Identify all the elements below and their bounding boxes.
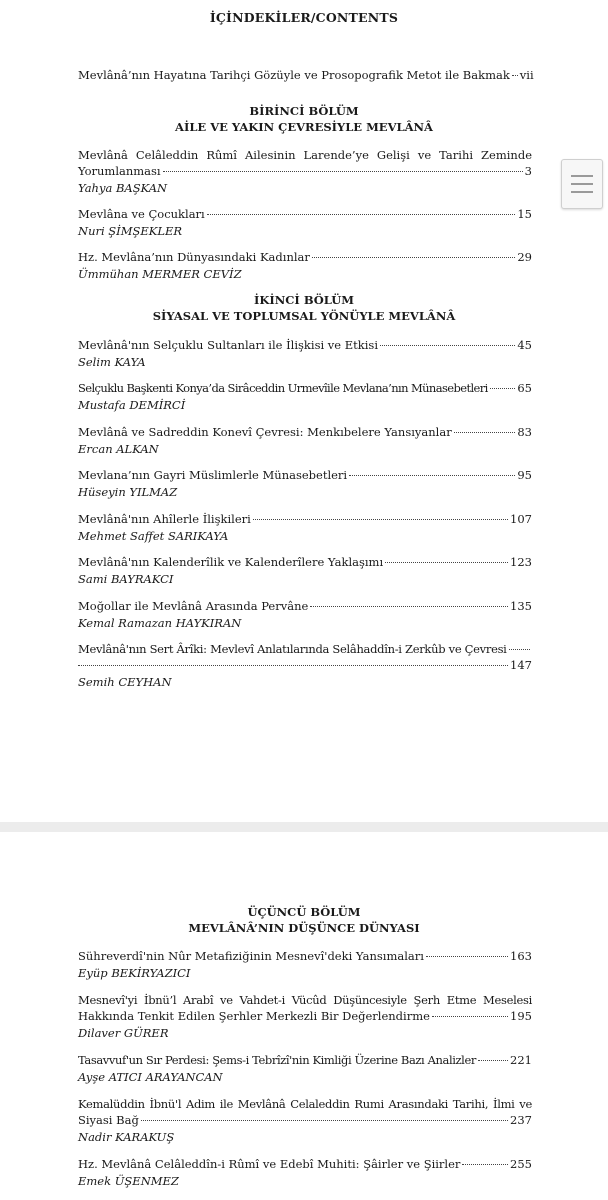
entry-author: Ümmühan MERMER CEVİZ — [78, 267, 242, 281]
entry-page: 163 — [510, 949, 532, 963]
entry-title: Sühreverdî'nin Nûr Metafiziğinin Mesnevî'deki Yansımaları — [78, 949, 424, 963]
toc-entry[interactable] — [78, 249, 532, 282]
entry-page: 147 — [510, 658, 532, 672]
entry-page: vii — [519, 68, 534, 82]
entry-page: 255 — [510, 1157, 532, 1171]
entry-author: Nadir KARAKUŞ — [78, 1130, 175, 1144]
entry-page: 237 — [510, 1113, 532, 1127]
toc-entry[interactable] — [78, 206, 532, 239]
entry-title: Tasavvuf'un Sır Perdesi: Şems-i Tebrîzî'nin Kimliği Üzerine Bazı Analizler — [78, 1053, 476, 1067]
dot-leader — [312, 257, 515, 258]
toc-entry[interactable] — [78, 1156, 532, 1189]
dot-leader — [512, 75, 518, 76]
entry-author: Semih CEYHAN — [78, 675, 172, 689]
entry-title-line1: Mesnevî'yi İbnü’l Arabî ve Vahdet-i Vücûd Düşüncesiyle Şerh Etme Meselesi — [78, 993, 532, 1007]
toc-entry[interactable] — [78, 380, 532, 413]
entry-title: Mevlânâ'nın Selçuklu Sultanları ile İlişkisi ve Etkisi — [78, 338, 379, 352]
entry-author: Kemal Ramazan HAYKIRAN — [78, 616, 242, 630]
entry-author: Emek ÜŞENMEZ — [78, 1174, 179, 1188]
dot-leader — [207, 214, 516, 215]
entry-page: 135 — [510, 599, 532, 613]
entry-title: Mevlânâ’nın Hayatına Tarihçi Gözüyle ve Prosopografik Metot ile Bakmak — [78, 68, 510, 82]
entry-title: Mevlânâ'nın Ahîlerle İlişkileri — [78, 512, 251, 526]
dot-leader — [490, 388, 516, 389]
entry-page: 123 — [510, 555, 532, 569]
dot-leader — [462, 1164, 508, 1165]
entry-author: Dilaver GÜRER — [78, 1026, 169, 1040]
entry-title-line1: Mevlânâ Celâleddin Rûmî Ailesinin Larende’ye Gelişi ve Tarihi Zeminde — [78, 148, 532, 162]
dot-leader — [385, 562, 508, 563]
entry-author: Mehmet Saffet SARIKAYA — [78, 529, 229, 543]
entry-title: Mevlânâ'nın Sert Ârîki: Mevlevî Anlatılarında Selâhaddîn-i Zerkûb ve Çevresi — [78, 642, 507, 656]
entry-page: 3 — [524, 164, 532, 178]
dot-leader — [349, 475, 515, 476]
entry-title: Mevlânâ'nın Kalenderîlik ve Kalenderîlere Yaklaşımı — [78, 555, 384, 569]
entry-title: Hz. Mevlânâ Celâleddîn-i Rûmî ve Edebî Muhiti: Şâirler ve Şiirler — [78, 1157, 461, 1171]
contents-title: İÇİNDEKİLER/CONTENTS — [209, 10, 399, 25]
toc-entry[interactable] — [78, 641, 532, 690]
entry-author: Hüseyin YILMAZ — [78, 485, 178, 499]
entry-title: Selçuklu Başkenti Konya’da Sirâceddin Urmevîile Mevlana’nın Münasebetleri — [78, 381, 488, 395]
dot-leader — [310, 606, 508, 607]
entry-author: Sami BAYRAKCI — [78, 572, 174, 586]
dot-leader — [141, 1120, 508, 1121]
document-page-2 — [0, 832, 608, 1200]
entry-page: 221 — [510, 1053, 532, 1067]
toc-entry[interactable] — [78, 424, 532, 457]
entry-author: Yahya BAŞKAN — [78, 181, 168, 195]
part2-heading: İKİNCİ BÖLÜM — [254, 293, 354, 307]
entry-page: 83 — [517, 425, 532, 439]
dot-leader — [454, 432, 516, 433]
entry-author: Ayşe ATICI ARAYANCAN — [78, 1070, 223, 1084]
entry-author: Mustafa DEMİRCİ — [78, 398, 186, 412]
hamburger-menu-icon[interactable] — [561, 159, 603, 209]
part2-subheading: SİYASAL VE TOPLUMSAL YÖNÜYLE MEVLÂNÂ — [152, 309, 456, 323]
part1-heading: BİRİNCİ BÖLÜM — [249, 104, 359, 118]
part1-subheading: AİLE VE YAKIN ÇEVRESİYLE MEVLÂNÂ — [175, 120, 433, 134]
toc-entry[interactable] — [78, 554, 532, 587]
entry-title: Hz. Mevlâna’nın Dünyasındaki Kadınlar — [78, 250, 310, 264]
entry-author: Ercan ALKAN — [78, 442, 159, 456]
dot-leader — [253, 519, 508, 520]
toc-entry[interactable] — [78, 1052, 532, 1085]
dot-leader — [380, 345, 515, 346]
dot-leader — [432, 1016, 508, 1017]
entry-page: 45 — [517, 338, 532, 352]
entry-title: Hakkında Tenkit Edilen Şerhler Merkezli Bir Değerlendirme — [78, 1009, 430, 1023]
toc-entry-intro[interactable] — [78, 67, 532, 83]
entry-page: 15 — [517, 207, 532, 221]
page-separator — [0, 822, 608, 832]
dot-leader — [78, 665, 508, 666]
entry-author: Eyüp BEKİRYAZICI — [78, 966, 191, 980]
entry-page: 65 — [517, 381, 532, 395]
menu-bar — [571, 183, 593, 185]
entry-page: 107 — [510, 512, 532, 526]
dot-leader — [426, 956, 508, 957]
toc-entry[interactable] — [78, 467, 532, 500]
toc-entry[interactable] — [78, 598, 532, 631]
dot-leader — [509, 649, 530, 650]
entry-author: Selim KAYA — [78, 355, 146, 369]
part3-heading: ÜÇÜNCÜ BÖLÜM — [247, 905, 361, 919]
entry-page: 95 — [517, 468, 532, 482]
entry-title: Mevlana’nın Gayri Müslimlerle Münasebetleri — [78, 468, 348, 482]
dot-leader — [478, 1060, 508, 1061]
menu-bar — [571, 175, 593, 177]
toc-entry[interactable] — [78, 511, 532, 544]
toc-entry[interactable] — [78, 992, 532, 1041]
dot-leader — [163, 171, 523, 172]
entry-title: Yorumlanması — [78, 164, 161, 178]
toc-entry[interactable] — [78, 337, 532, 370]
toc-entry[interactable] — [78, 1096, 532, 1145]
toc-entry[interactable] — [78, 147, 532, 196]
part3-subheading: MEVLÂNÂ’NIN DÜŞÜNCE DÜNYASI — [188, 921, 420, 935]
entry-title: Siyasi Bağ — [78, 1113, 139, 1127]
entry-title: Moğollar ile Mevlânâ Arasında Pervâne — [78, 599, 309, 613]
entry-title: Mevlânâ ve Sadreddin Konevî Çevresi: Menkıbelere Yansıyanlar — [78, 425, 452, 439]
entry-title-line1: Kemalüddin İbnü'l Adim ile Mevlânâ Celaleddin Rumi Arasındaki Tarihi, İlmi ve — [78, 1097, 532, 1111]
entry-title: Mevlâna ve Çocukları — [78, 207, 205, 221]
entry-author: Nuri ŞİMŞEKLER — [78, 224, 183, 238]
toc-entry[interactable] — [78, 948, 532, 981]
entry-page: 29 — [517, 250, 532, 264]
menu-bar — [571, 191, 593, 193]
entry-page: 195 — [510, 1009, 532, 1023]
